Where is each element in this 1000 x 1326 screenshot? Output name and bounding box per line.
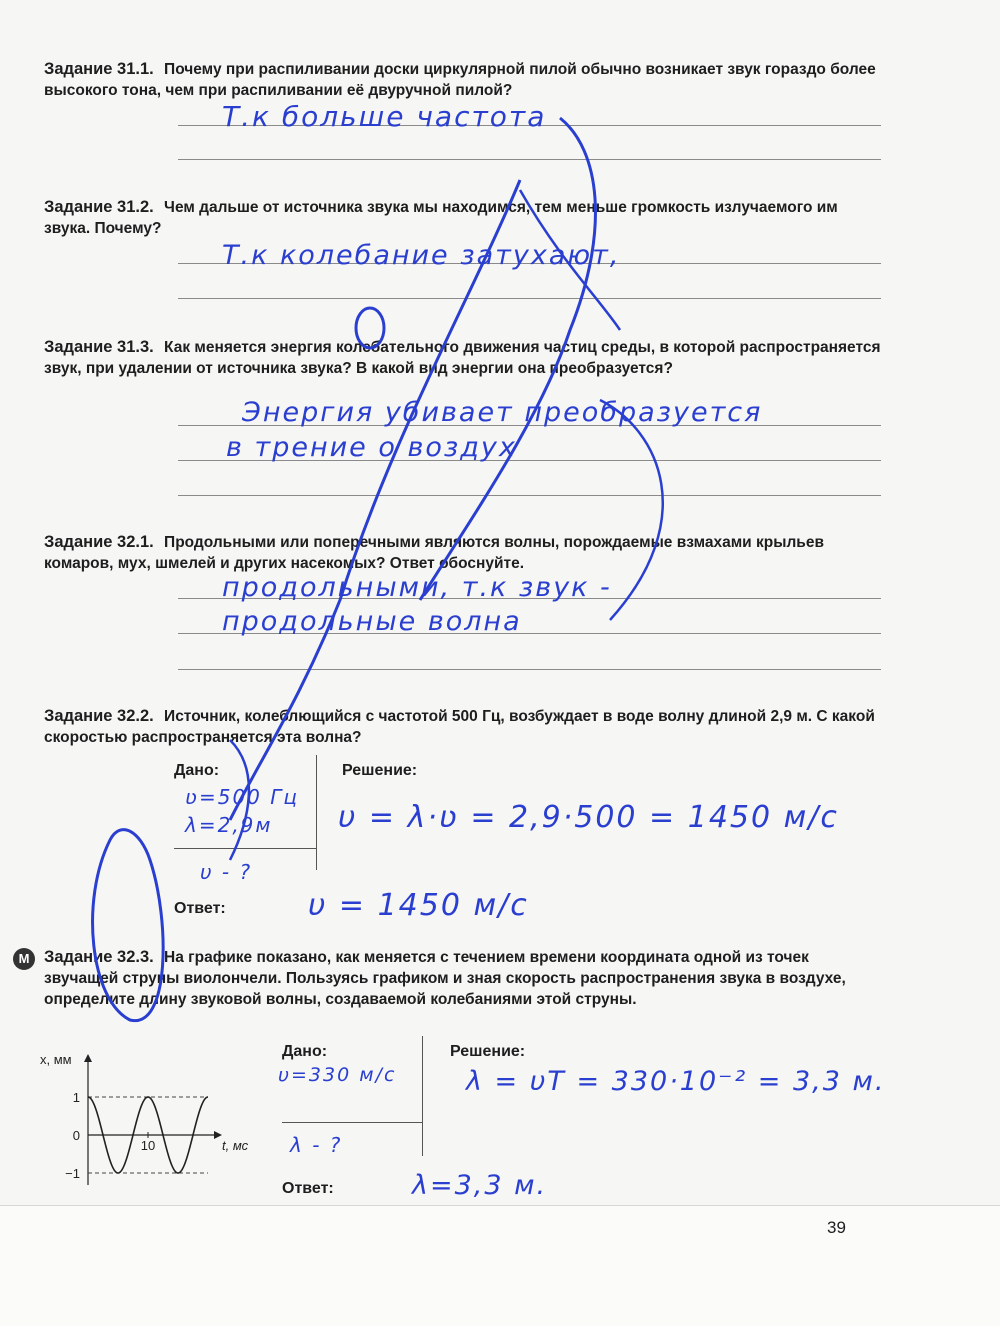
- given-speed: υ=330 м/с: [278, 1064, 397, 1086]
- given-frequency: ʋ=500 Гц: [185, 785, 300, 809]
- handwritten-answer: продольные волна: [222, 606, 522, 637]
- task-label: Задание 31.1.: [44, 60, 154, 78]
- task-question: Источник, колеблющийся с частотой 500 Гц, возбуждает в воде волну длиной 2,9 м. С какой скоростью распространяется эта волна?: [44, 708, 875, 746]
- handwritten-answer: Т.к больше частота: [222, 100, 547, 133]
- answer-label: Ответ:: [174, 900, 226, 917]
- answer-text: υ = 1450 м/с: [308, 888, 529, 923]
- m-badge-icon: М: [13, 948, 35, 970]
- y-tick-label: −1: [65, 1166, 80, 1181]
- task-label: Задание 31.3.: [44, 338, 154, 356]
- handwritten-answer: Т.к колебание затухают,: [222, 240, 621, 271]
- solution-label: Решение:: [450, 1043, 526, 1060]
- task-question: Почему при распиливании доски циркулярной пилой обычно возникает звук гораздо более высокого тона, чем при распиливании её двуручной пилой?: [44, 61, 876, 99]
- solution-text: λ = υT = 330·10⁻² = 3,3 м.: [466, 1066, 886, 1097]
- given-wavelength: λ=2,9м: [185, 813, 273, 837]
- task-label: Задание 32.2.: [44, 707, 154, 725]
- handwritten-answer: продольными, т.к звук -: [222, 572, 612, 603]
- page-number: 39: [827, 1218, 846, 1237]
- answer-label: Ответ:: [282, 1180, 334, 1197]
- task-question: Продольными или поперечными являются волны, порождаемые взмахами крыльев комаров, мух, шмелей и других насекомых? Ответ обоснуйте.: [44, 534, 824, 572]
- x-tick-label: 10: [140, 1138, 156, 1153]
- task-label: Задание 31.2.: [44, 198, 154, 216]
- solution-text: υ = λ·ʋ = 2,9·500 = 1450 м/с: [338, 800, 839, 835]
- handwritten-answer: Энергия убивает преобразуется: [242, 397, 763, 428]
- answer-text: λ=3,3 м.: [412, 1170, 548, 1201]
- handwritten-answer: в трение о воздух: [226, 432, 517, 463]
- y-axis-label: x, мм: [40, 1052, 72, 1067]
- task-question: На графике показано, как меняется с течением времени координата одной из точек звучащей струны виолончели. Пользуясь графиком и зная скорость распространения звука в воздухе, определите длину звуковой волны, создаваемой колебаниями этой струны.: [44, 949, 846, 1008]
- x-axis-label: t, мс: [222, 1138, 249, 1153]
- y-tick-label: 0: [72, 1128, 80, 1143]
- task-question: Как меняется энергия колебательного движения частиц среды, в которой распространяется звук, при удалении от источника звука? В какой вид энергии она преобразуется?: [44, 339, 881, 377]
- task-question: Чем дальше от источника звука мы находимся, тем меньше громкость излучаемого им звука. Почему?: [44, 199, 838, 237]
- task-label: Задание 32.3.: [44, 948, 154, 966]
- y-tick-label: 1: [72, 1090, 80, 1105]
- find-wavelength: λ - ?: [290, 1133, 343, 1157]
- task-label: Задание 32.1.: [44, 533, 154, 551]
- given-label: Дано:: [174, 762, 220, 779]
- find-speed: υ - ?: [200, 860, 253, 884]
- page-footer-area: [0, 1205, 1000, 1326]
- solution-label: Решение:: [342, 762, 418, 779]
- given-label: Дано:: [282, 1043, 328, 1060]
